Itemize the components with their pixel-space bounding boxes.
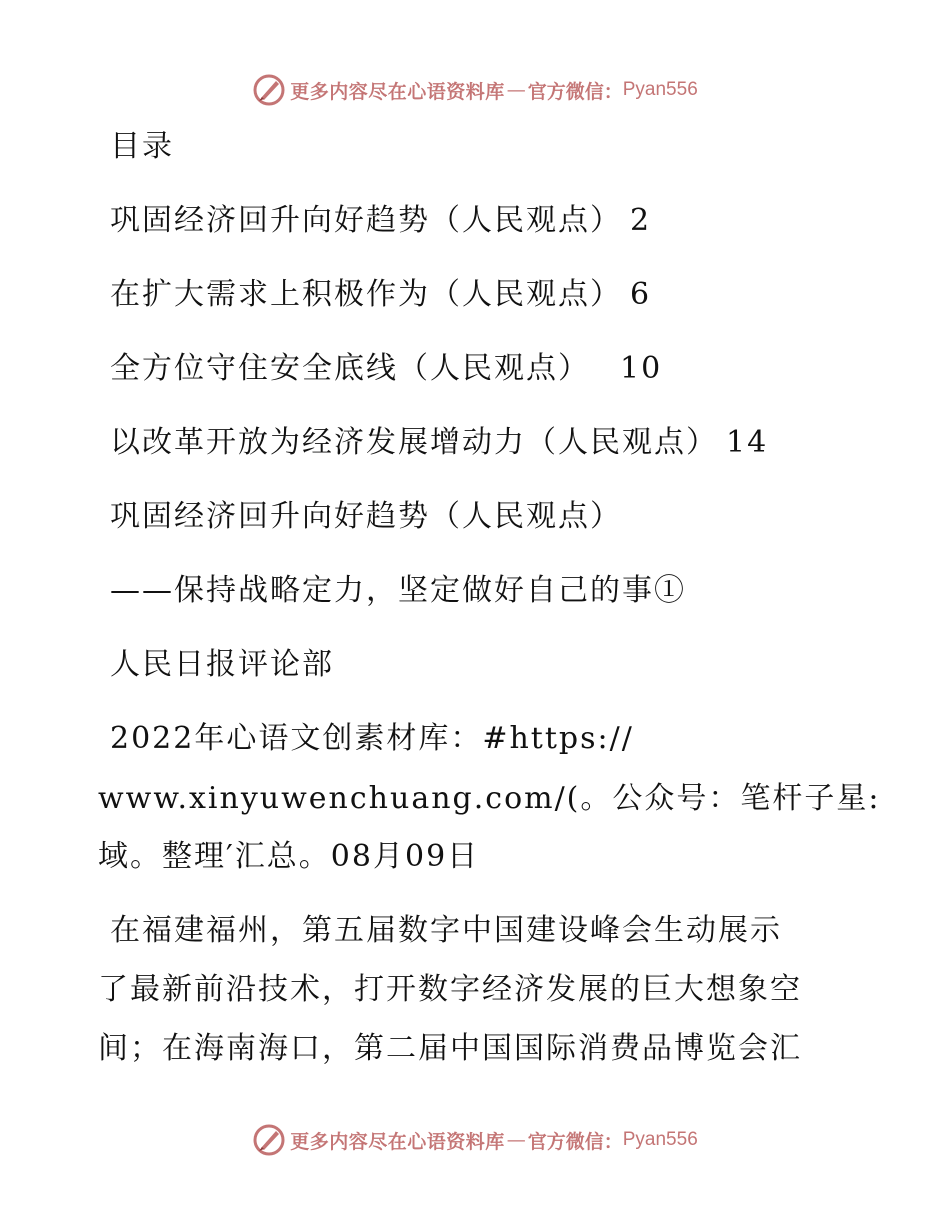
source-line: 2022年心语文创素材库：#https:// — [110, 721, 634, 756]
toc-item-label: 在扩大需求上积极作为（人民观点） — [110, 277, 622, 312]
banner-wechat-id: Pyan556 — [622, 79, 698, 100]
toc-item-page: 6 — [630, 277, 652, 312]
banner-wechat-label: 官方微信： — [527, 1130, 623, 1153]
toc-item-page: 14 — [726, 425, 769, 460]
toc-item-page: 2 — [630, 203, 652, 238]
source-line: www.xinyuwenchuang.com/(。公众号：笔杆子星: — [98, 781, 881, 816]
header-watermark-banner — [0, 70, 950, 110]
footer-watermark-banner — [0, 1120, 950, 1160]
banner-separator: — — [506, 79, 526, 101]
body-line: 间；在海南海口，第二届中国国际消费品博览会汇 — [98, 1031, 802, 1066]
toc-item[interactable] — [110, 423, 768, 463]
body-line: 在福建福州，第五届数字中国建设峰会生动展示 — [110, 913, 782, 948]
toc-item-label: 巩固经济回升向好趋势（人民观点） — [110, 203, 622, 238]
banner-wechat-label: 官方微信： — [527, 80, 623, 103]
toc-item-label: 全方位守住安全底线（人民观点） — [110, 351, 590, 386]
banner-text: 更多内容尽在心语资料库 — [290, 80, 505, 103]
toc-item[interactable] — [110, 275, 651, 315]
article-subtitle: ——保持战略定力，坚定做好自己的事① — [110, 573, 686, 608]
banner-separator: — — [506, 1129, 526, 1151]
toc-item-label: 以改革开放为经济发展增动力（人民观点） — [110, 425, 718, 460]
toc-item-page: 10 — [620, 351, 663, 386]
article-author: 人民日报评论部 — [110, 647, 334, 682]
quill-pen-logo-icon — [252, 1123, 286, 1157]
body-line: 了最新前沿技术，打开数字经济发展的巨大想象空 — [98, 972, 802, 1007]
toc-item[interactable] — [110, 201, 651, 241]
toc-item[interactable] — [110, 349, 662, 389]
source-line: 域。整理′汇总。08月09日 — [98, 839, 480, 874]
article-title: 巩固经济回升向好趋势（人民观点） — [110, 499, 622, 534]
quill-pen-logo-icon — [252, 73, 286, 107]
toc-title: 目录 — [110, 129, 174, 164]
banner-text: 更多内容尽在心语资料库 — [290, 1130, 505, 1153]
banner-wechat-id: Pyan556 — [622, 1129, 698, 1150]
